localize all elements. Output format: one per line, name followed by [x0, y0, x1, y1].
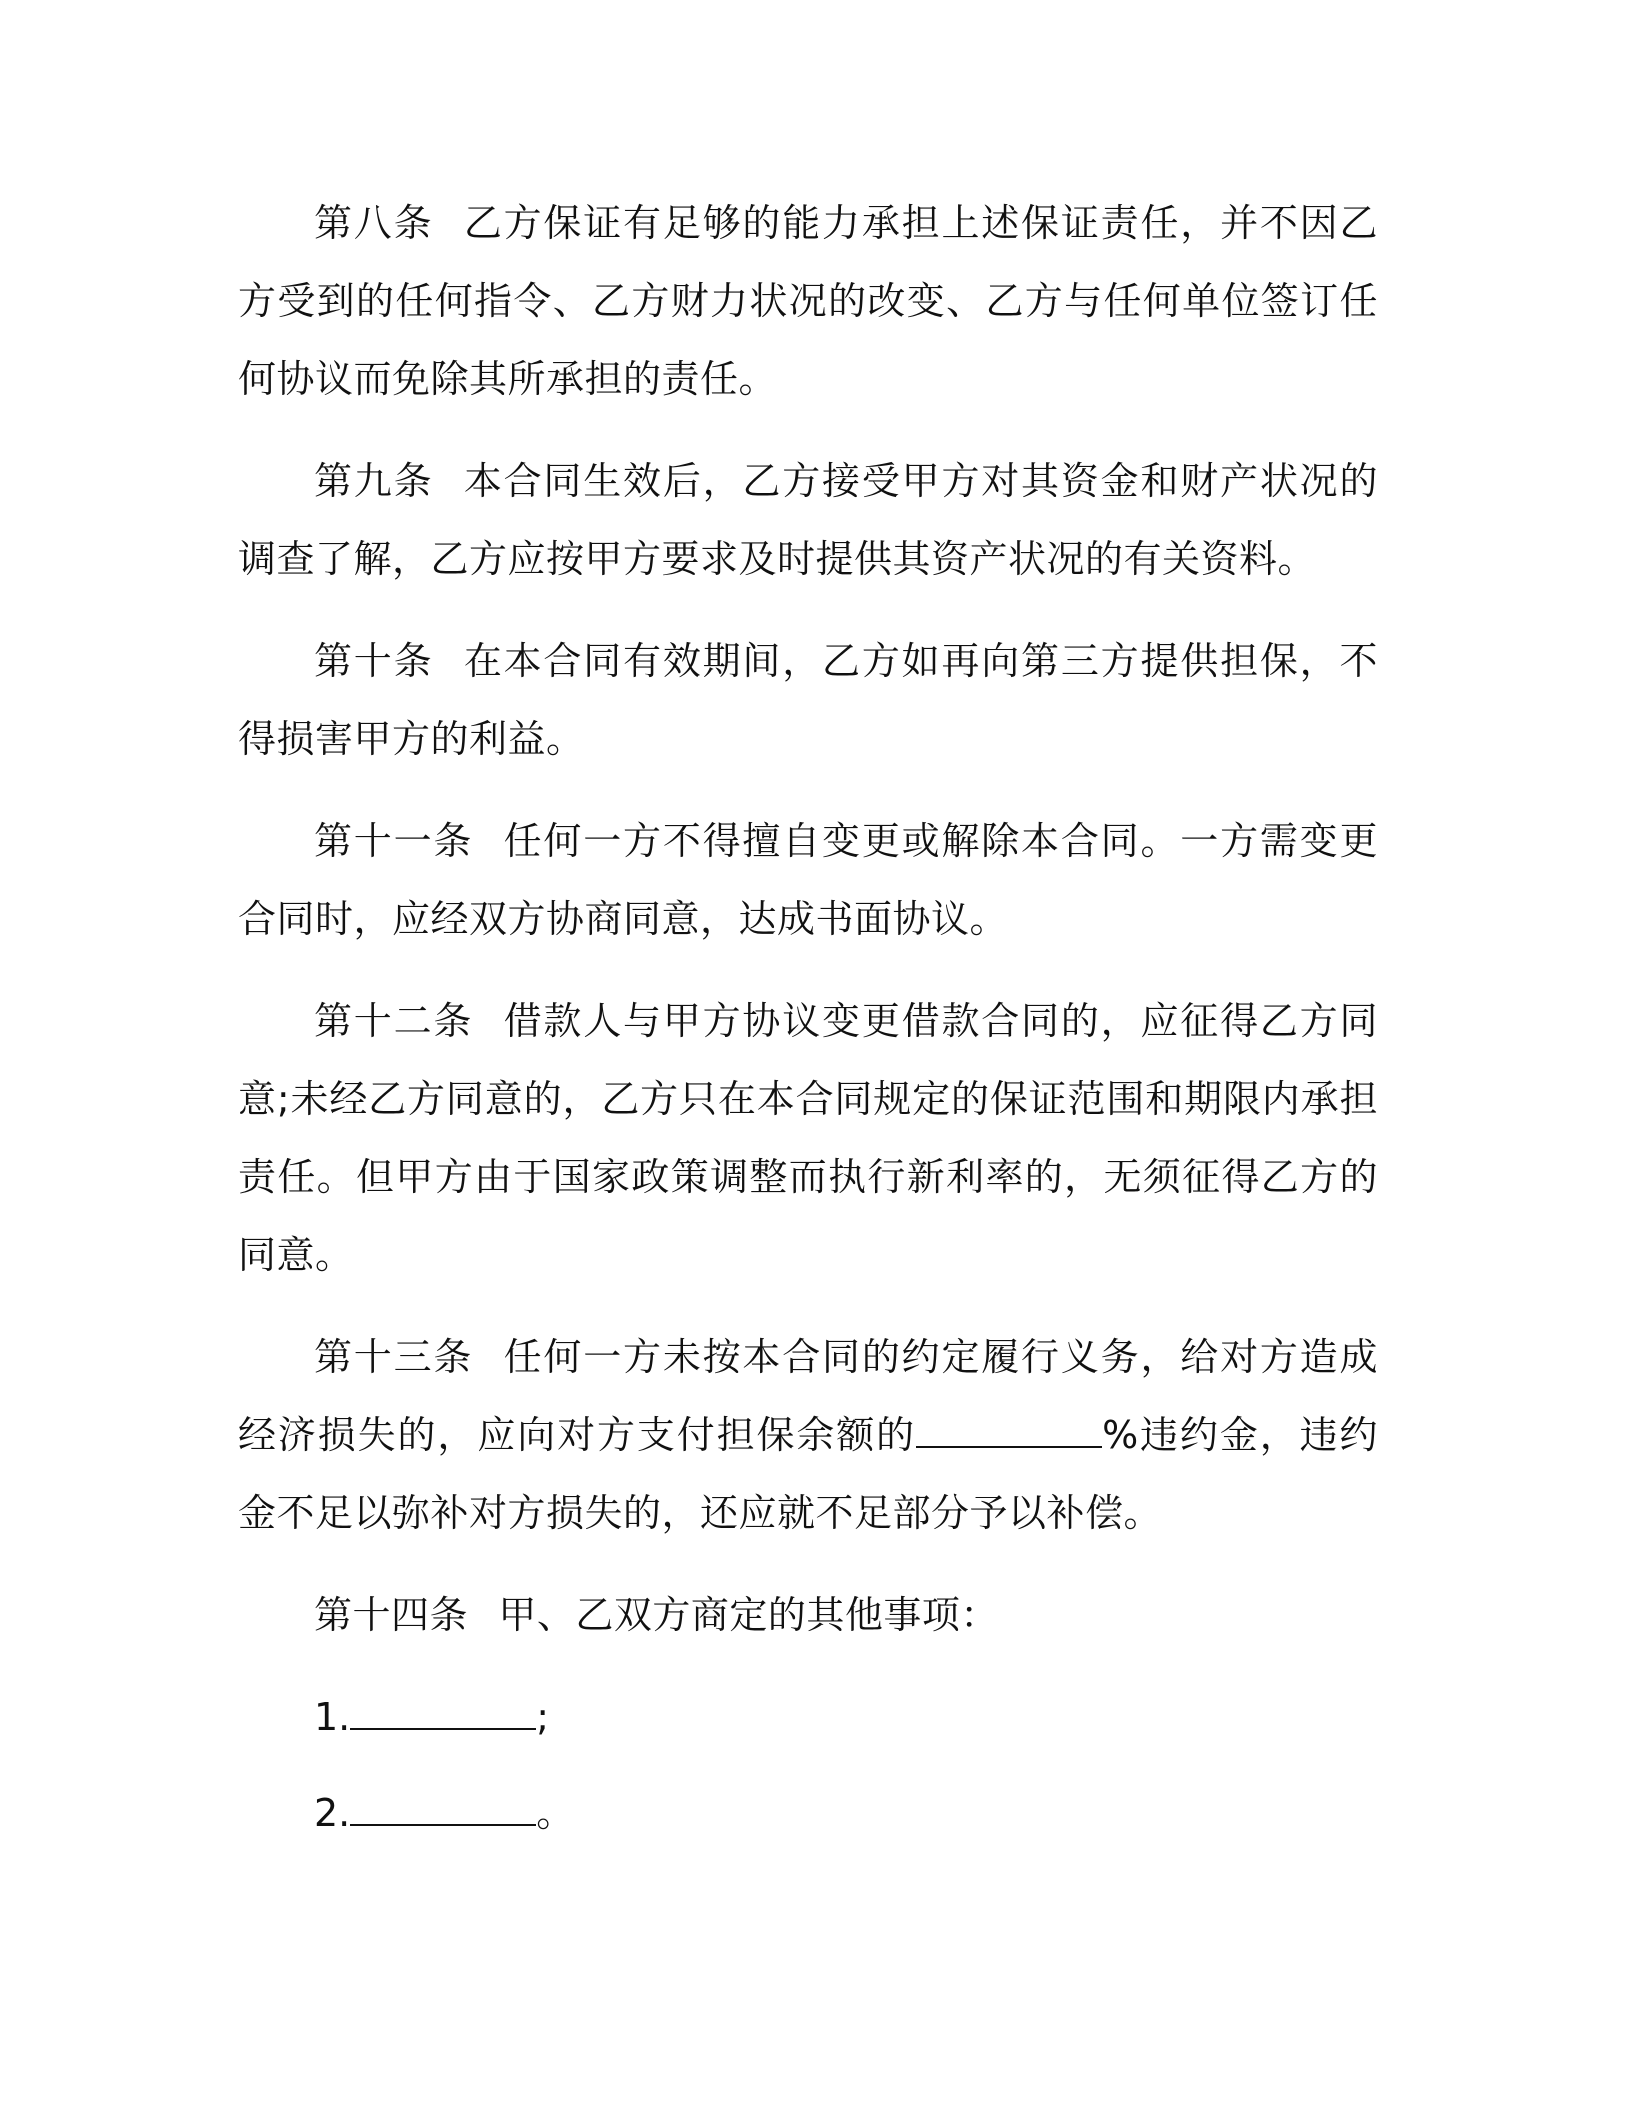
article-number: 第十三条	[314, 1335, 474, 1379]
article-12	[238, 982, 1378, 1294]
article-number: 第十一条	[314, 819, 474, 863]
article-number: 第十条	[314, 639, 434, 683]
article-number: 第十四条	[314, 1593, 469, 1637]
list-end: ;	[536, 1695, 550, 1739]
article-text: 甲、乙双方商定的其他事项：	[498, 1593, 999, 1637]
article-text: 借款人与甲方协议变更借款合同的，应征得乙方同意;未经乙方同意的，乙方只在本合同规定的保证范围和期限内承担责任。但甲方由于国家政策调整而执行新利率的，无须征得乙方的同意。	[238, 999, 1378, 1277]
article-number: 第九条	[314, 459, 434, 503]
article-text: 任何一方不得擅自变更或解除本合同。一方需变更合同时，应经双方协商同意，达成书面协议。	[238, 819, 1378, 941]
article-11	[238, 802, 1378, 958]
article-text: 在本合同有效期间，乙方如再向第三方提供担保，不得损害甲方的利益。	[238, 639, 1378, 761]
article-text: 本合同生效后，乙方接受甲方对其资金和财产状况的调查了解，乙方应按甲方要求及时提供其资产状况的有关资料。	[238, 459, 1378, 581]
article-13	[238, 1318, 1378, 1552]
article-text-after-blank: %违约金，违约金不足以弥补对方损失的，还应就不足部分予以补偿。	[238, 1413, 1378, 1535]
article-number: 第八条	[314, 201, 434, 245]
fill-blank-1[interactable]	[350, 1690, 536, 1730]
fill-blank-2[interactable]	[350, 1786, 536, 1826]
article-text-before-blank: 任何一方未按本合同的约定履行义务，给对方造成经济损失的，应向对方支付担保余额的	[238, 1335, 1378, 1457]
list-item-2	[238, 1774, 1378, 1852]
article-number: 第十二条	[314, 999, 474, 1043]
article-14	[238, 1576, 1378, 1654]
article-10	[238, 622, 1378, 778]
penalty-percent-blank[interactable]	[916, 1408, 1102, 1448]
article-8	[238, 184, 1378, 418]
article-9	[238, 442, 1378, 598]
list-label: 1.	[314, 1695, 351, 1739]
list-label: 2.	[314, 1791, 351, 1835]
list-item-1	[238, 1678, 1378, 1756]
list-end: 。	[536, 1791, 575, 1835]
article-text: 乙方保证有足够的能力承担上述保证责任，并不因乙方受到的任何指令、乙方财力状况的改变、乙方与任何单位签订任何协议而免除其所承担的责任。	[238, 201, 1378, 401]
document-body	[238, 184, 1378, 1852]
